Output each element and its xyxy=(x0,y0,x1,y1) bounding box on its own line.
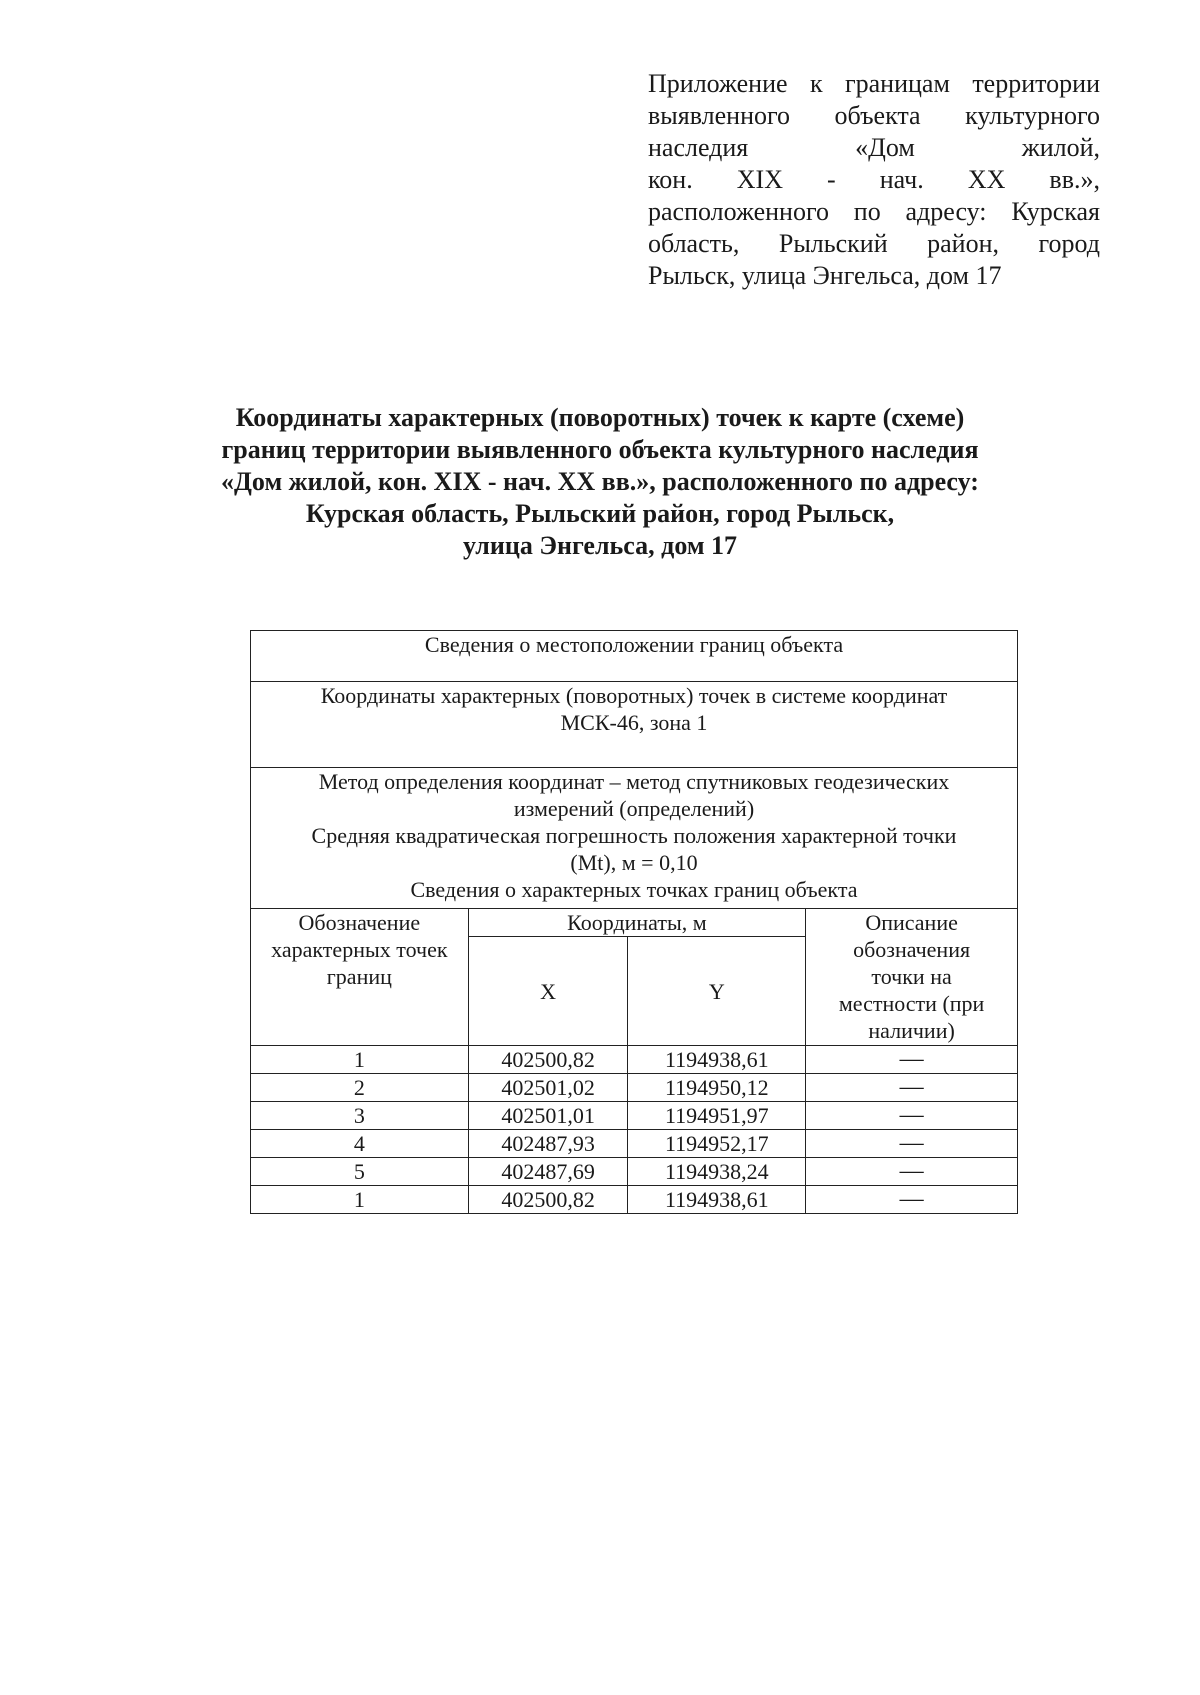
table-row xyxy=(251,1186,1018,1214)
desc-cell: — xyxy=(806,1130,1018,1158)
col-point-header: Обозначение характерных точек границ xyxy=(251,909,469,1046)
method-line: (Mt), м = 0,10 xyxy=(570,850,698,875)
appendix-line: Приложение к границам территории xyxy=(648,69,1100,98)
point-cell: 2 xyxy=(251,1074,469,1102)
appendix-line: кон. XIX - нач. XX вв.», xyxy=(648,165,1100,194)
location-header: Сведения о местоположении границ объекта xyxy=(251,631,1018,682)
table-header-row xyxy=(251,682,1018,768)
point-cell: 1 xyxy=(251,1186,469,1214)
x-cell: 402501,01 xyxy=(468,1102,628,1130)
table-row xyxy=(251,1130,1018,1158)
y-cell: 1194951,97 xyxy=(628,1102,806,1130)
appendix-line: область, Рыльский район, город xyxy=(648,229,1100,258)
y-cell: 1194952,17 xyxy=(628,1130,806,1158)
method-line: Метод определения координат – метод спутниковых геодезических xyxy=(318,769,950,794)
point-cell: 3 xyxy=(251,1102,469,1130)
title-line: Курская область, Рыльский район, город Рыльск, xyxy=(305,499,895,528)
table-header-row xyxy=(251,768,1018,909)
x-cell: 402487,69 xyxy=(468,1158,628,1186)
method-line: Средняя квадратическая погрешность положения характерной точки xyxy=(311,823,957,848)
method-line: Сведения о характерных точках границ объекта xyxy=(410,877,858,902)
title-line: границ территории выявленного объекта культурного наследия xyxy=(221,435,979,464)
table-row xyxy=(251,1046,1018,1074)
coordinate-system-line: МСК-46, зона 1 xyxy=(560,710,708,735)
desc-cell: — xyxy=(806,1186,1018,1214)
coordinate-system-header xyxy=(251,682,1018,768)
y-cell: 1194938,24 xyxy=(628,1158,806,1186)
appendix-line: расположенного по адресу: Курская xyxy=(648,197,1100,226)
col-y-header: Y xyxy=(628,937,806,1046)
x-cell: 402501,02 xyxy=(468,1074,628,1102)
y-cell: 1194938,61 xyxy=(628,1046,806,1074)
table-row xyxy=(251,1074,1018,1102)
x-cell: 402500,82 xyxy=(468,1046,628,1074)
table-row xyxy=(251,1102,1018,1130)
coordinate-system-line: Координаты характерных (поворотных) точек в системе координат xyxy=(320,683,948,708)
method-line: измерений (определений) xyxy=(513,796,755,821)
title-line: Координаты характерных (поворотных) точек к карте (схеме) xyxy=(235,403,965,432)
desc-cell: — xyxy=(806,1046,1018,1074)
appendix-note xyxy=(648,68,1100,292)
point-cell: 4 xyxy=(251,1130,469,1158)
x-cell: 402487,93 xyxy=(468,1130,628,1158)
desc-cell: — xyxy=(806,1102,1018,1130)
appendix-line: выявленного объекта культурного xyxy=(648,101,1100,130)
appendix-line: Рыльск, улица Энгельса, дом 17 xyxy=(648,261,1002,290)
appendix-line: наследия «Дом жилой, xyxy=(648,133,1100,162)
column-header-row xyxy=(251,909,1018,937)
title-line: «Дом жилой, кон. XIX - нач. XX вв.», расположенного по адресу: xyxy=(221,467,979,496)
document-title xyxy=(150,402,1050,562)
point-cell: 1 xyxy=(251,1046,469,1074)
col-desc-header: Описание обозначения точки на местности (при наличии) xyxy=(806,909,1018,1046)
desc-cell: — xyxy=(806,1158,1018,1186)
y-cell: 1194950,12 xyxy=(628,1074,806,1102)
table-row xyxy=(251,1158,1018,1186)
title-line: улица Энгельса, дом 17 xyxy=(462,531,738,560)
point-cell: 5 xyxy=(251,1158,469,1186)
col-x-header: X xyxy=(468,937,628,1046)
desc-cell: — xyxy=(806,1074,1018,1102)
coordinates-table xyxy=(250,630,1018,1214)
method-header xyxy=(251,768,1018,909)
col-coords-header: Координаты, м xyxy=(468,909,806,937)
x-cell: 402500,82 xyxy=(468,1186,628,1214)
table-header-row xyxy=(251,631,1018,682)
y-cell: 1194938,61 xyxy=(628,1186,806,1214)
